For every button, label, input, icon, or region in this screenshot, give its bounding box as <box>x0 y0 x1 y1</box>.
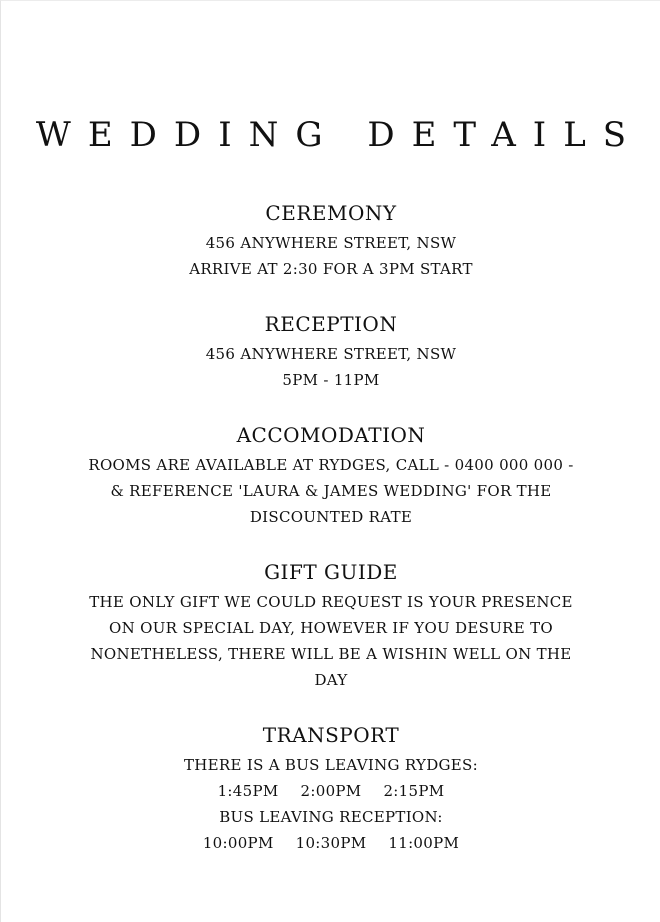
page-title: WEDDING DETAILS <box>35 115 644 155</box>
bus-time: 1:45PM <box>217 782 279 800</box>
bus-from-rydges-times <box>1 778 660 804</box>
accomodation-line: & REFERENCE 'LAURA & JAMES WEDDING' FOR THE <box>110 482 552 500</box>
accomodation-heading: ACCOMODATION <box>236 423 426 447</box>
accomodation-line: ROOMS ARE AVAILABLE AT RYDGES, CALL - 0400 000 000 - <box>88 456 574 474</box>
reception-section <box>1 311 660 393</box>
ceremony-section <box>1 200 660 282</box>
transport-heading: TRANSPORT <box>262 723 400 747</box>
reception-hours: 5PM - 11PM <box>282 371 380 389</box>
bus-time: 10:00PM <box>202 834 274 852</box>
gift-guide-line: ON OUR SPECIAL DAY, HOWEVER IF YOU DESURE TO <box>109 619 553 637</box>
bus-from-reception-times <box>1 830 660 856</box>
bus-time: 10:30PM <box>295 834 367 852</box>
bus-from-reception-label: BUS LEAVING RECEPTION: <box>219 808 443 826</box>
bus-from-rydges-label: THERE IS A BUS LEAVING RYDGES: <box>184 756 478 774</box>
gift-guide-heading: GIFT GUIDE <box>264 560 398 584</box>
gift-guide-line: NONETHELESS, THERE WILL BE A WISHIN WELL ON THE <box>90 645 572 663</box>
bus-time: 2:00PM <box>300 782 362 800</box>
gift-guide-section <box>1 559 660 693</box>
ceremony-arrival-time: ARRIVE AT 2:30 FOR A 3PM START <box>189 260 473 278</box>
accomodation-section <box>1 422 660 530</box>
accomodation-line: DISCOUNTED RATE <box>249 508 413 526</box>
transport-section <box>1 722 660 856</box>
ceremony-address: 456 ANYWHERE STREET, NSW <box>205 234 457 252</box>
gift-guide-line: DAY <box>314 671 348 689</box>
reception-heading: RECEPTION <box>264 312 398 336</box>
bus-time: 2:15PM <box>383 782 445 800</box>
reception-address: 456 ANYWHERE STREET, NSW <box>205 345 457 363</box>
gift-guide-line: THE ONLY GIFT WE COULD REQUEST IS YOUR PRESENCE <box>89 593 573 611</box>
bus-time: 11:00PM <box>388 834 460 852</box>
ceremony-heading: CEREMONY <box>265 201 397 225</box>
